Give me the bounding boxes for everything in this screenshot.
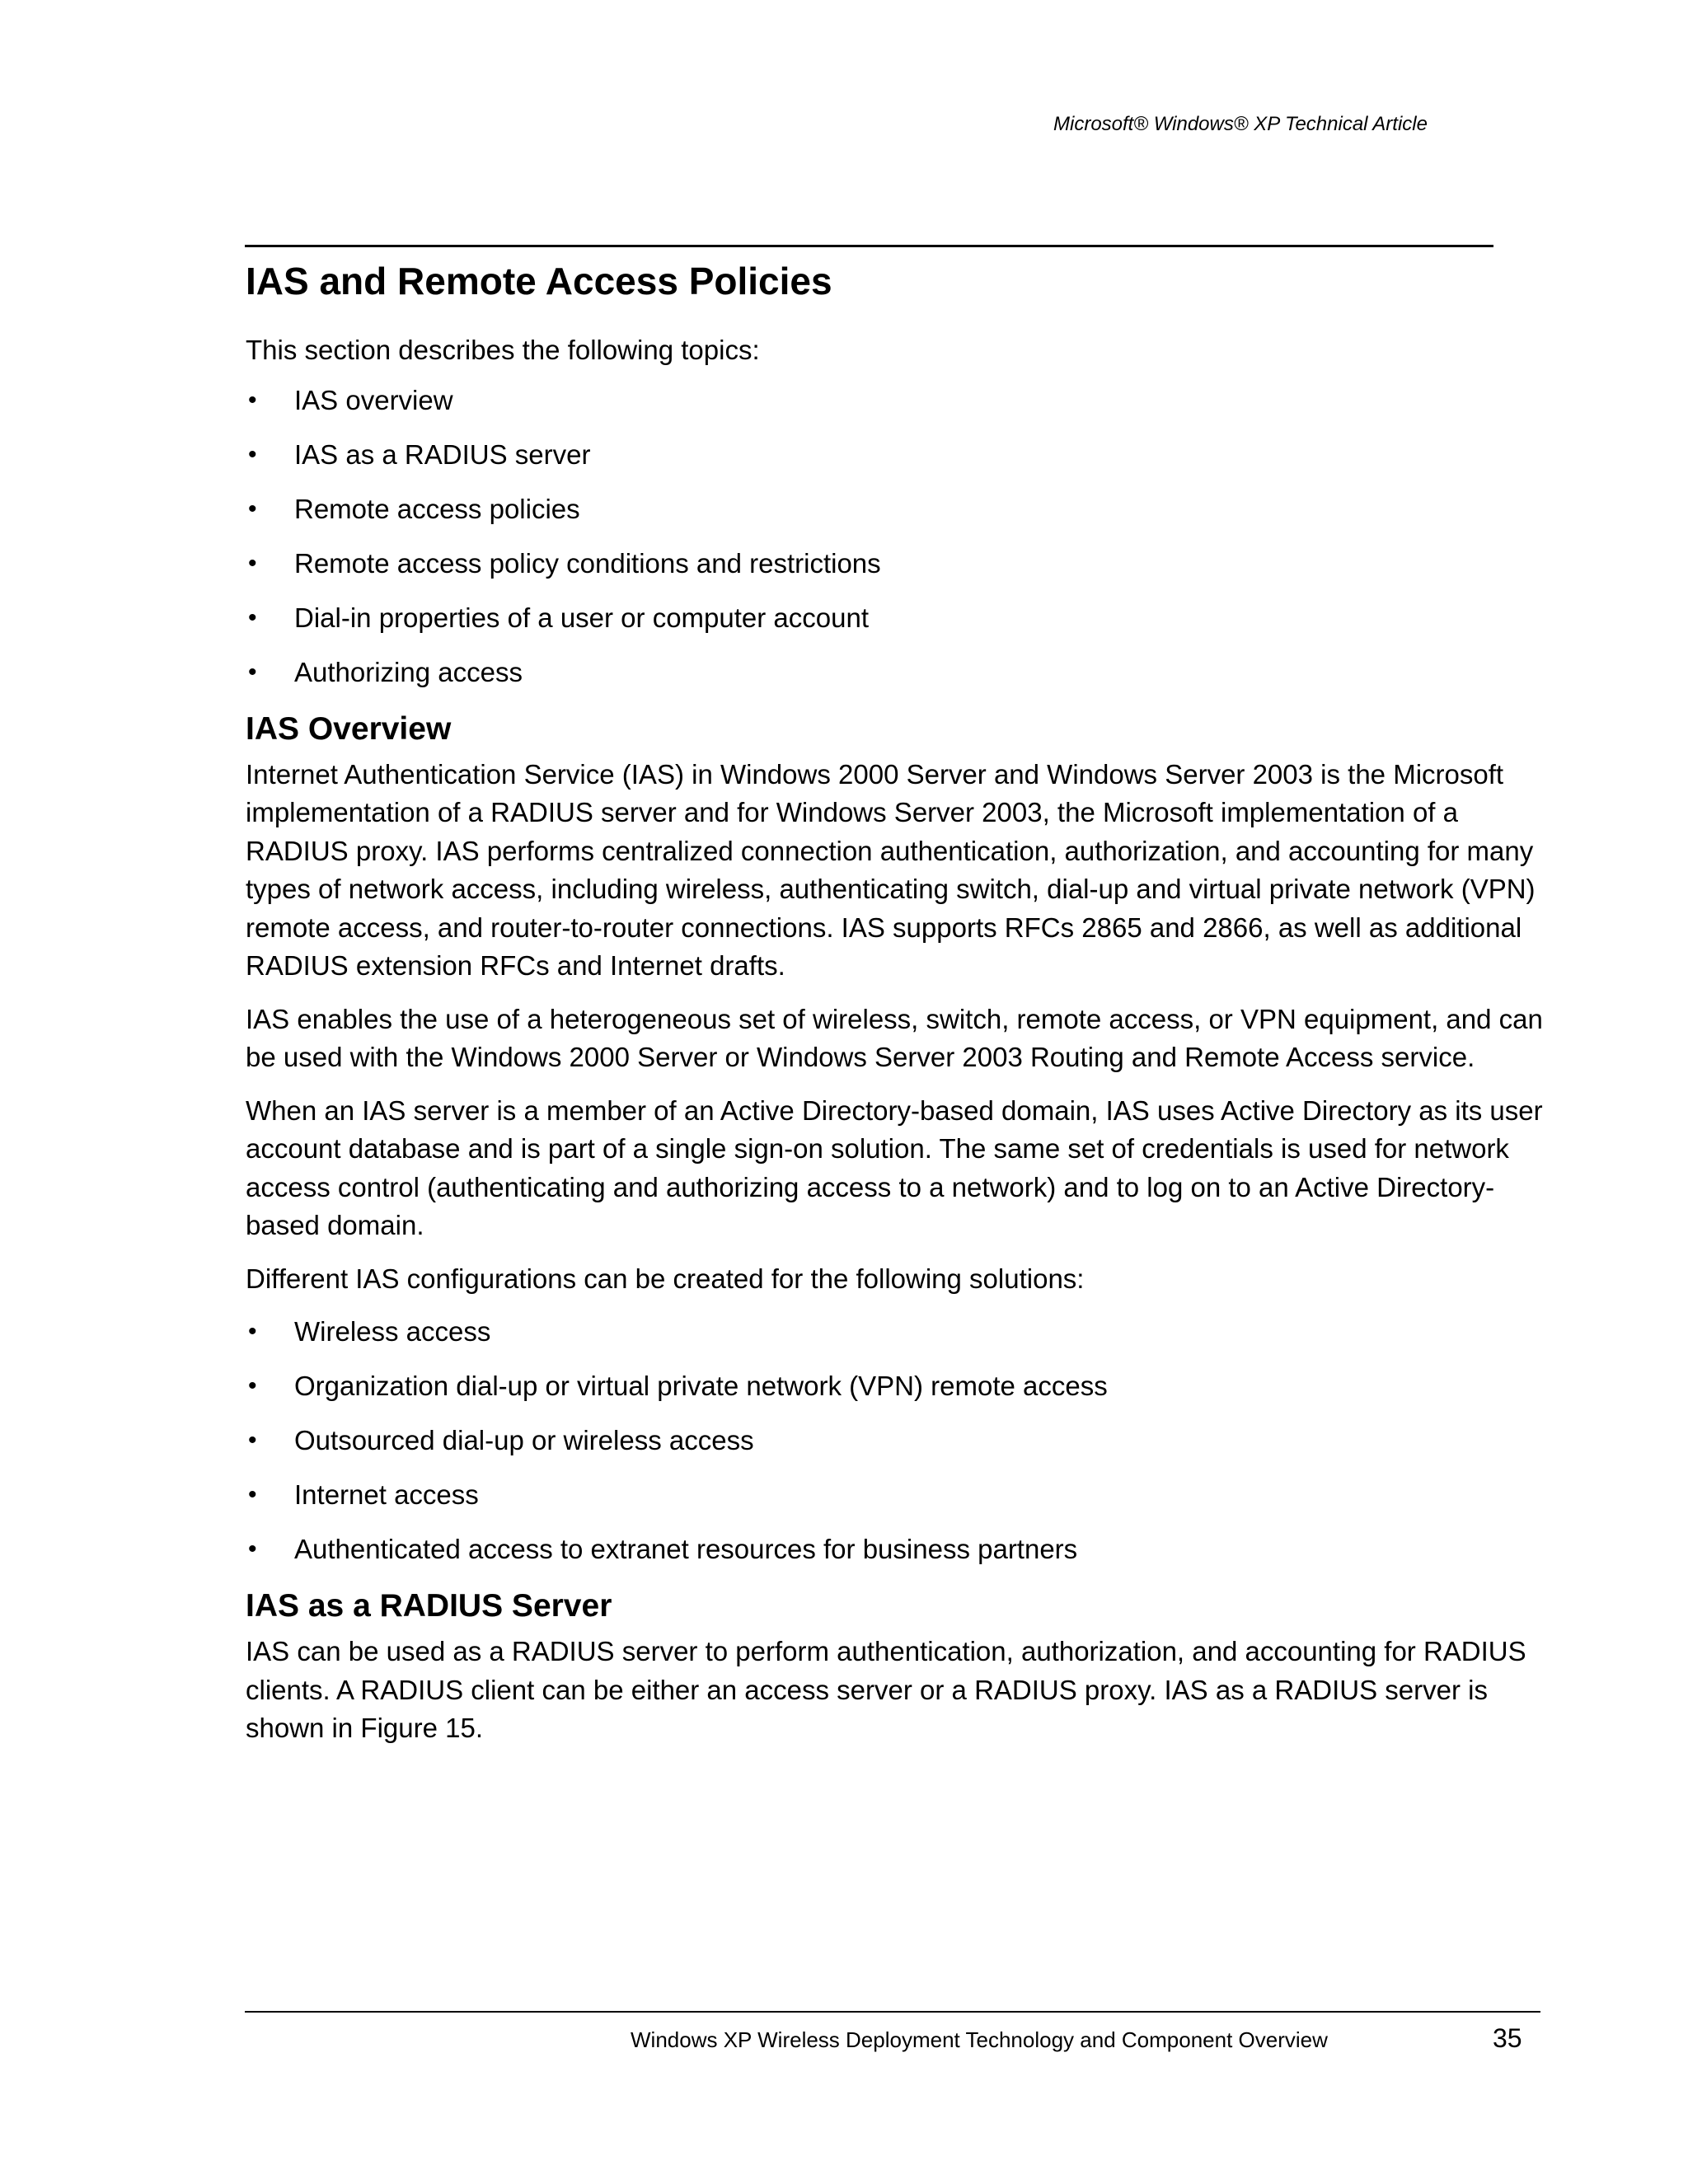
list-item: • Outsourced dial-up or wireless access <box>246 1422 1548 1460</box>
overview-paragraph-4: Different IAS configurations can be created for the following solutions: <box>246 1263 1085 1294</box>
intro-paragraph: This section describes the following topics: <box>246 335 760 365</box>
page-content <box>246 251 1548 1748</box>
ias-radius-heading: IAS as a RADIUS Server <box>246 1588 612 1624</box>
topics-list <box>246 382 1548 691</box>
list-item: • Dial-in properties of a user or computer account <box>246 599 1548 637</box>
list-item: • IAS as a RADIUS server <box>246 436 1548 474</box>
header-rule <box>245 245 1493 247</box>
solutions-list <box>246 1313 1548 1568</box>
list-item: • Internet access <box>246 1476 1548 1514</box>
list-item: • Wireless access <box>246 1313 1548 1351</box>
list-item: • IAS overview <box>246 382 1548 419</box>
footer-rule <box>245 2011 1540 2013</box>
list-item: • Authorizing access <box>246 654 1548 691</box>
overview-paragraph-1: Internet Authentication Service (IAS) in Windows 2000 Server and Windows Server 2003 is the Microsoft implementation of a RADIUS server and for Windows Server 2003, the Microsoft implementation of a RADIUS proxy. IAS performs centralized connection authentication, authorization, and accounting for many types of network access, including wireless, authenticating switch, dial-up and virtual private network (VPN) remote access, and router-to-router connections. IAS supports RFCs 2865 and 2866, as well as additional RADIUS extension RFCs and Internet drafts. <box>246 758 1536 981</box>
overview-paragraph-3: When an IAS server is a member of an Active Directory-based domain, IAS uses Active Directory as its user account database and is part of a single sign-on solution. The same set of credentials is used for network access control (authenticating and authorizing access to a network) and to log on to an Active Directory-based domain. <box>246 1094 1543 1240</box>
running-footer: Windows XP Wireless Deployment Technology and Component Overview <box>631 2027 1328 2052</box>
running-header: Microsoft® Windows® XP Technical Article <box>1053 113 1428 135</box>
list-item: • Organization dial-up or virtual private network (VPN) remote access <box>246 1367 1548 1405</box>
list-item: • Remote access policy conditions and restrictions <box>246 545 1548 583</box>
overview-paragraph-2: IAS enables the use of a heterogeneous set of wireless, switch, remote access, or VPN equipment, and can be used with the Windows 2000 Server or Windows Server 2003 Routing and Remote Access service. <box>246 1003 1543 1072</box>
radius-paragraph: IAS can be used as a RADIUS server to perform authentication, authorization, and accounting for RADIUS clients. A RADIUS client can be either an access server or a RADIUS proxy. IAS as a RADIUS server is shown in Figure 15. <box>246 1636 1526 1743</box>
ias-overview-heading: IAS Overview <box>246 710 452 747</box>
list-item: • Remote access policies <box>246 490 1548 528</box>
section-title: IAS and Remote Access Policies <box>246 260 832 302</box>
list-item: • Authenticated access to extranet resources for business partners <box>246 1530 1548 1568</box>
page-number: 35 <box>1493 2023 1522 2053</box>
